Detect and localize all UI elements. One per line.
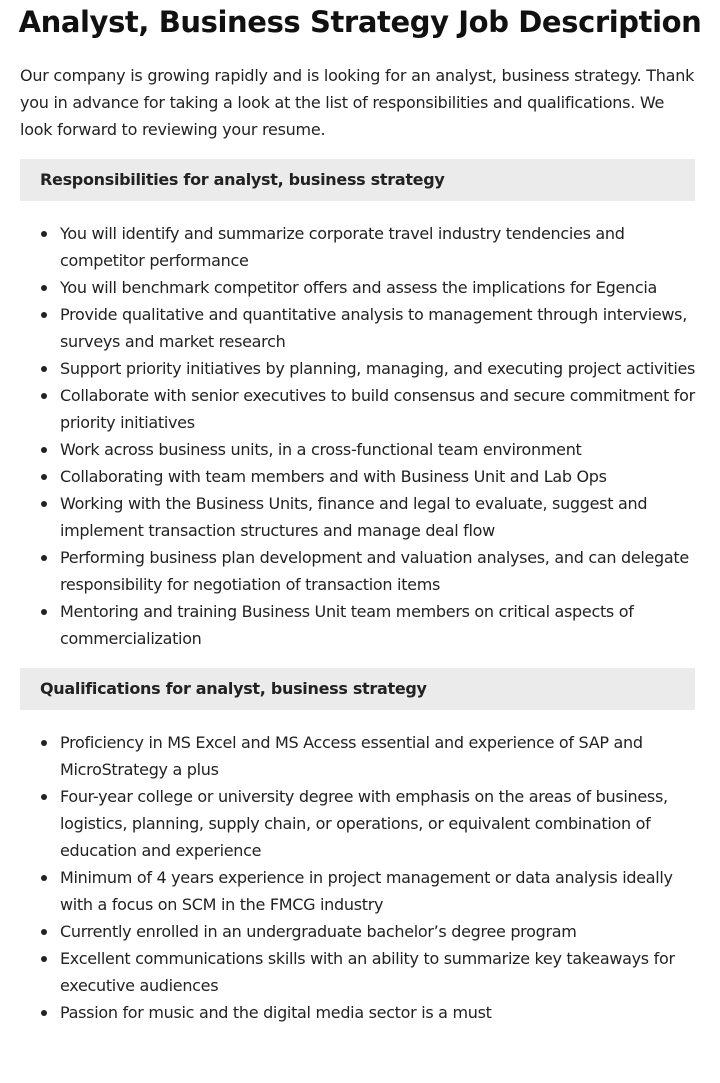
list-item-text: Minimum of 4 years experience in project management or data analysis ideally with a focus on SCM in the FMCG industry xyxy=(60,868,673,914)
list-item xyxy=(20,220,700,274)
bullet-icon xyxy=(41,447,47,453)
list-item xyxy=(20,274,700,301)
list-item-text: Collaborate with senior executives to build consensus and secure commitment for priority initiatives xyxy=(60,386,695,432)
list-item xyxy=(20,436,700,463)
list-item-text: Support priority initiatives by planning, managing, and executing project activities xyxy=(60,359,696,378)
page-title: Analyst, Business Strategy Job Description xyxy=(18,5,702,39)
intro-paragraph: Our company is growing rapidly and is looking for an analyst, business strategy. Thank you in advance for taking a look at the list of responsibilities and qualifications. We look forward to reviewing your resume. xyxy=(20,66,695,139)
list-item xyxy=(20,945,700,999)
list-item xyxy=(20,598,700,652)
list-item-text: Mentoring and training Business Unit team members on critical aspects of commercialization xyxy=(60,602,634,648)
bullet-icon xyxy=(41,474,47,480)
bullet-icon xyxy=(41,794,47,800)
list-item xyxy=(20,864,700,918)
bullet-icon xyxy=(41,555,47,561)
list-item-text: Working with the Business Units, finance and legal to evaluate, suggest and implement transaction structures and manage deal flow xyxy=(60,494,648,540)
bullet-icon xyxy=(41,929,47,935)
list-item-text: Proficiency in MS Excel and MS Access essential and experience of SAP and MicroStrategy a plus xyxy=(60,733,643,779)
list-item-text: Excellent communications skills with an ability to summarize key takeaways for executive audiences xyxy=(60,949,675,995)
responsibilities-list xyxy=(20,220,700,652)
list-item-text: You will benchmark competitor offers and assess the implications for Egencia xyxy=(60,278,658,297)
bullet-icon xyxy=(41,285,47,291)
list-item xyxy=(20,463,700,490)
list-item xyxy=(20,382,700,436)
list-item-text: Performing business plan development and valuation analyses, and can delegate responsibility for negotiation of transaction items xyxy=(60,548,689,594)
bullet-icon xyxy=(41,956,47,962)
list-item-text: Collaborating with team members and with Business Unit and Lab Ops xyxy=(60,467,607,486)
bullet-icon xyxy=(41,1010,47,1016)
list-item-text: Passion for music and the digital media sector is a must xyxy=(60,1003,492,1022)
bullet-icon xyxy=(41,740,47,746)
responsibilities-heading: Responsibilities for analyst, business strategy xyxy=(20,159,695,201)
list-item-text: Work across business units, in a cross-functional team environment xyxy=(60,440,582,459)
list-item xyxy=(20,729,700,783)
qualifications-list xyxy=(20,729,700,1026)
bullet-icon xyxy=(41,231,47,237)
bullet-icon xyxy=(41,501,47,507)
bullet-icon xyxy=(41,393,47,399)
list-item-text: Currently enrolled in an undergraduate bachelor’s degree program xyxy=(60,922,577,941)
list-item xyxy=(20,490,700,544)
qualifications-heading: Qualifications for analyst, business strategy xyxy=(20,668,695,710)
list-item xyxy=(20,999,700,1026)
list-item-text: Four-year college or university degree with emphasis on the areas of business, logistics, planning, supply chain, or operations, or equivalent combination of education and experience xyxy=(60,787,668,860)
list-item xyxy=(20,544,700,598)
bullet-icon xyxy=(41,609,47,615)
list-item-text: You will identify and summarize corporate travel industry tendencies and competitor performance xyxy=(60,224,625,270)
list-item xyxy=(20,783,700,864)
bullet-icon xyxy=(41,312,47,318)
list-item xyxy=(20,301,700,355)
list-item xyxy=(20,918,700,945)
bullet-icon xyxy=(41,875,47,881)
bullet-icon xyxy=(41,366,47,372)
list-item-text: Provide qualitative and quantitative analysis to management through interviews, surveys and market research xyxy=(60,305,687,351)
list-item xyxy=(20,355,700,382)
